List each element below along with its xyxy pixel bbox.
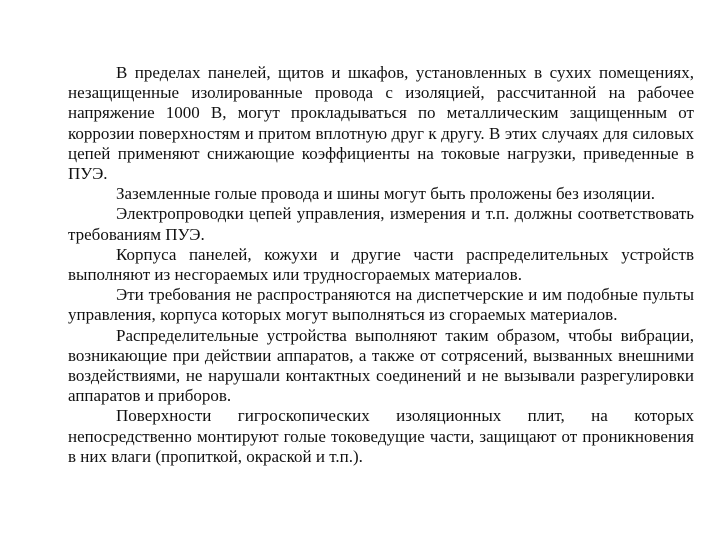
paragraph-panel-wiring: В пределах панелей, щитов и шкафов, установленных в сухих помещениях, незащищенные изолированные провода с изоляцией, рассчитанной на рабочее напряжение 1000 В, могут прокладываться по металлическим защищенным от коррозии поверхностям и притом вплотную друг к другу. В этих случаях для силовых цепей применяют снижающие коэффициенты на токовые нагрузки, приведенные в ПУЭ. xyxy=(68,63,694,184)
paragraph-bare-conductors: Заземленные голые провода и шины могут быть проложены без изоляции. xyxy=(116,184,655,204)
paragraph-dispatch-consoles: Эти требования не распространяются на диспетчерские и им подобные пульты управления, корпуса которых могут выполняться из сгораемых материалов. xyxy=(68,285,694,325)
paragraph-control-wiring: Электропроводки цепей управления, измерения и т.п. должны соответствовать требованиям ПУЭ. xyxy=(68,204,694,244)
paragraph-vibration-protection: Распределительные устройства выполняют таким образом, чтобы вибрации, возникающие при действии аппаратов, а также от сотрясений, вызванных внешними воздействиями, не нарушали контактных соединений и не вызывали разрегулировки аппаратов и приборов. xyxy=(68,325,694,406)
paragraph-moisture-protection: Поверхности гигроскопических изоляционных плит, на которых непосредственно монтируют голые токоведущие части, защищают от проникновения в них влаги (пропиткой, окраской и т.п.). xyxy=(68,406,694,466)
document-text xyxy=(68,63,694,467)
paragraph-enclosure-materials: Корпуса панелей, кожухи и другие части распределительных устройств выполняют из несгораемых или трудносгораемых материалов. xyxy=(68,244,694,285)
